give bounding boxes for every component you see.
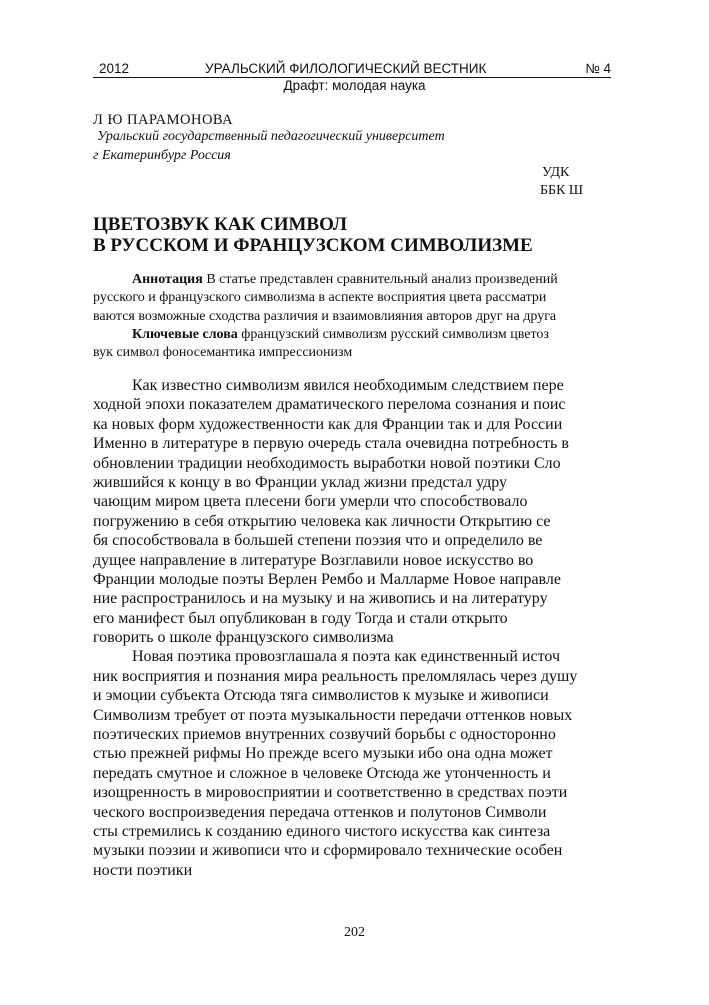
body-line: Новая поэтика провозглашала я поэта как единственный источ <box>132 648 560 666</box>
body-line: чающим миром цвета плесени боги умерли что способствовало <box>93 493 528 511</box>
body-line: поэтических приемов внутренних созвучий борьбы с односторонно <box>93 726 556 744</box>
body-line: говорить о школе французского символизма <box>93 629 394 647</box>
body-line: ческого воспроизведения передача оттенков и полутонов Символи <box>93 803 547 821</box>
abstract-line: Аннотация В статье представлен сравнительный анализ произведений <box>132 272 558 287</box>
body-line: Символизм требует от поэта музыкальности передачи оттенков новых <box>93 706 573 724</box>
keywords-label: Ключевые слова <box>132 326 238 342</box>
page-number: 202 <box>344 925 365 940</box>
author-affiliation: Уральский государственный педагогический университет <box>97 129 445 144</box>
body-line: ности поэтики <box>93 861 193 879</box>
article-title <box>93 214 533 256</box>
classification-codes <box>540 164 583 200</box>
body-line: стью прежней рифмы Но прежде всего музыки ибо она одна может <box>93 745 553 763</box>
header-journal-title: УРАЛЬСКИЙ ФИЛОЛОГИЧЕСКИЙ ВЕСТНИК <box>205 61 487 76</box>
body-line: Как известно символизм явился необходимым следствием пере <box>132 377 564 394</box>
body-line: сты стремились к созданию единого чистого искусства как синтеза <box>93 822 551 840</box>
body-line: изощренность в мировосприятии и соответственно в средствах поэти <box>93 784 568 802</box>
article-body <box>93 376 613 880</box>
abstract <box>93 271 611 362</box>
body-line: дущее направление в литературе Возглавили новое искусство во <box>93 551 534 569</box>
body-line: его манифест был опубликован в году Тогда и стали открыто <box>93 609 508 627</box>
header-subtitle: Драфт: молодая наука <box>283 78 426 93</box>
body-line: ние распространилось и на музыку и на живопись и на литературу <box>93 590 548 608</box>
body-line: ка новых форм художественности как для Франции так и для России <box>93 415 563 433</box>
keywords-line: вук символ фоносемантика импрессионизм <box>93 345 353 361</box>
body-line: погружению в себя открытию человека как личности Открытию се <box>93 512 551 530</box>
header-issue-number: № 4 <box>585 61 611 76</box>
header-year: 2012 <box>99 61 130 76</box>
abstract-line: ваются возможные сходства различия и взаимовлияния авторов друг на друга <box>93 308 557 324</box>
abstract-label: Аннотация <box>132 272 203 287</box>
body-line: обновлении традиции необходимость выработки новой поэтики Сло <box>93 454 561 472</box>
article-title-line-1: ЦВЕТОЗВУК КАК СИМВОЛ <box>93 214 348 235</box>
body-line: ходной эпохи показателем драматического перелома сознания и поис <box>93 396 566 414</box>
body-line: Именно в литературе в первую очередь стала очевидна потребность в <box>93 435 569 453</box>
author-city: г Екатеринбург Россия <box>93 148 231 163</box>
body-line: передать смутное и сложное в человеке Отсюда же утонченность и <box>93 764 551 782</box>
abstract-line: русского и французского символизма в аспекте восприятия цвета рассматри <box>93 290 547 306</box>
body-line: Франции молодые поэты Верлен Рембо и Малларме Новое направле <box>93 570 561 588</box>
keywords-line: Ключевые слова французский символизм русский символизм цветоз <box>132 326 549 342</box>
udk-code: УДК <box>542 165 570 180</box>
body-line: музыки поэзии и живописи что и сформировало технические особен <box>93 842 563 860</box>
body-line: бя способствовала в большей степени поэзия что и определило ве <box>93 532 543 550</box>
body-line: и эмоции субъекта Отсюда тяга символистов к музыке и живописи <box>93 687 549 705</box>
article-title-line-2: В РУССКОМ И ФРАНЦУЗСКОМ СИМВОЛИЗМЕ <box>93 235 533 256</box>
body-line: жившийся к концу в во Франции уклад жизни предстал удру <box>93 473 508 491</box>
bbk-code: ББК Ш <box>540 183 584 198</box>
author-name: Л Ю ПАРАМОНОВА <box>93 112 234 128</box>
body-line: ник восприятия и познания мира реальность преломлялась через душу <box>93 667 578 685</box>
